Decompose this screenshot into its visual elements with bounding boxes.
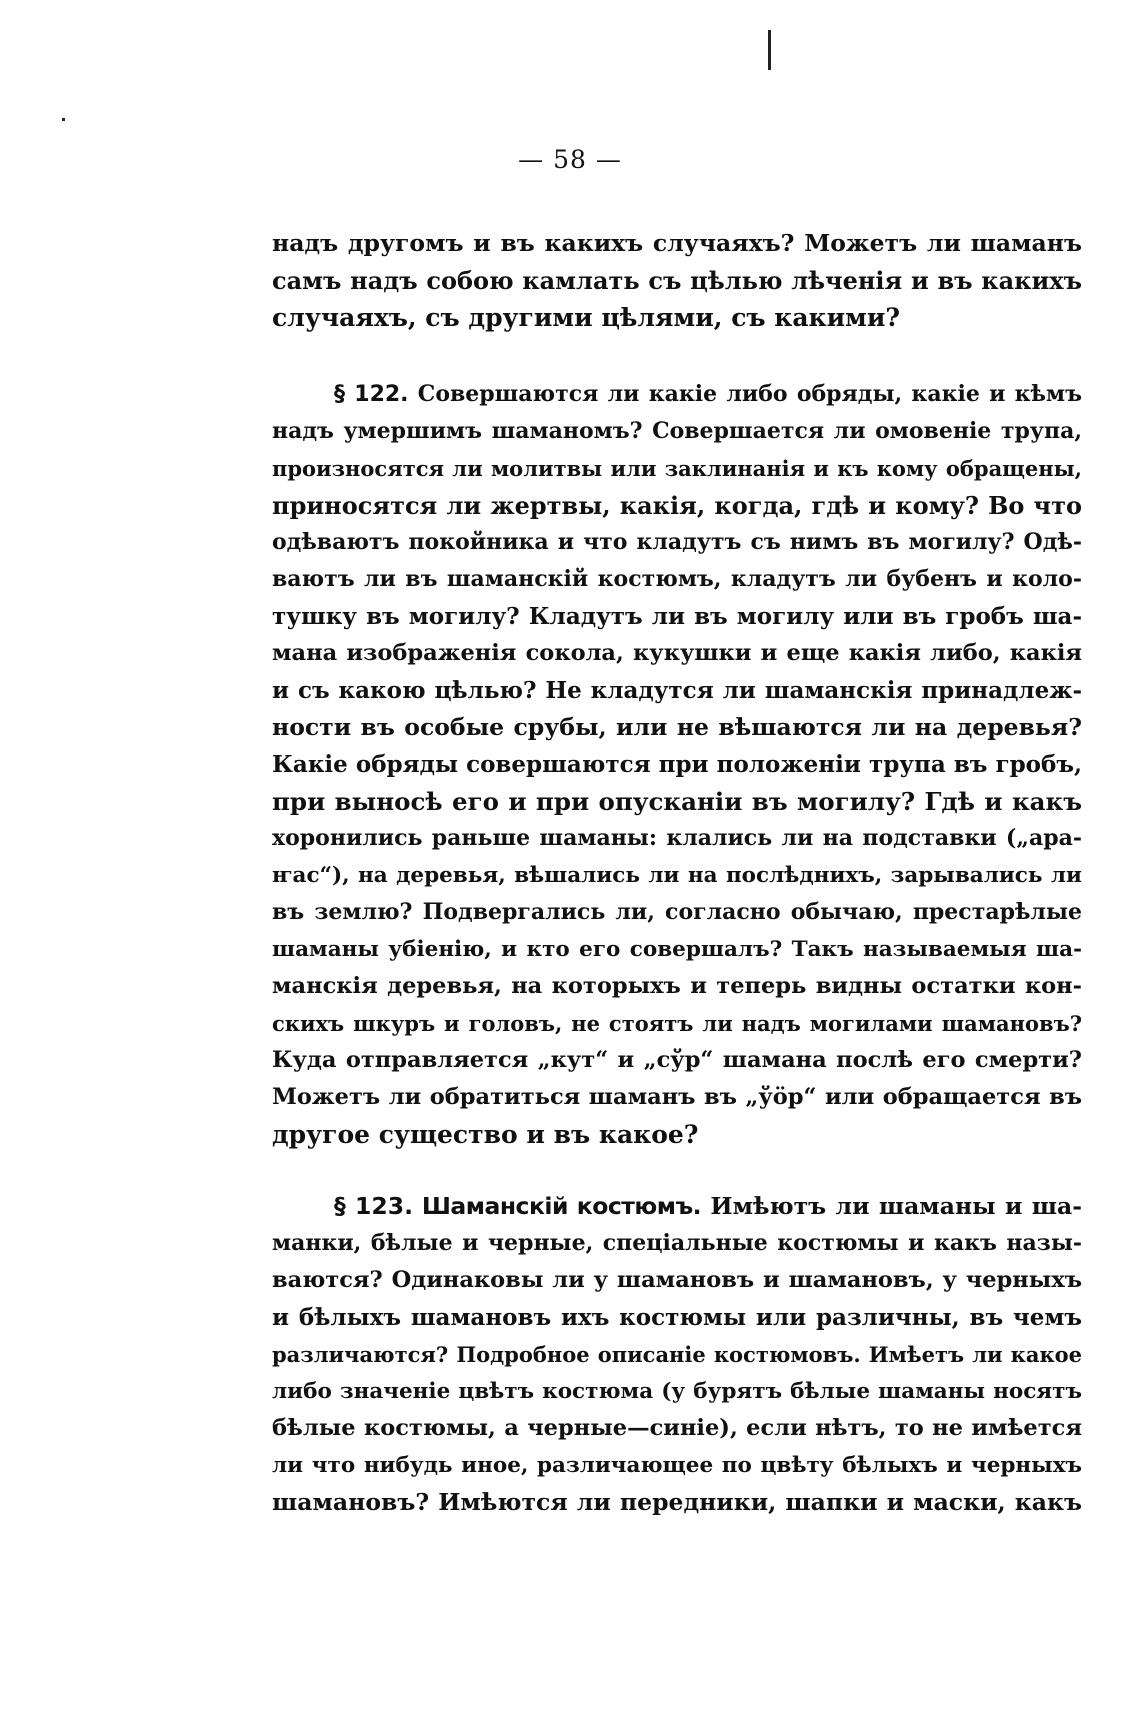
- text-line: и съ какою цѣлью? Не кладутся ли шаманскія принадлеж-: [272, 677, 1082, 704]
- text-line: бѣлые костюмы, а черные—синіе), если нѣтъ, то не имѣется: [272, 1415, 1082, 1441]
- section-number: § 123.: [334, 1192, 414, 1220]
- text-line: хоронились раньше шаманы: клались ли на подставки („ара-: [272, 825, 1082, 851]
- text-line: Какіе обряды совершаются при положеніи трупа въ гробъ,: [272, 751, 1082, 778]
- text-line: и бѣлыхъ шамановъ ихъ костюмы или различны, въ чемъ: [272, 1304, 1082, 1331]
- section-122: [272, 376, 1082, 1153]
- text-line: самъ надъ собою камлать съ цѣлью лѣченія и въ какихъ: [272, 266, 1082, 295]
- section-123: [272, 1188, 1082, 1521]
- text-line: ваютъ ли въ шаманскій костюмъ, кладутъ ли бубенъ и коло-: [272, 566, 1082, 592]
- text-line: Можетъ ли обратиться шаманъ въ „ўӧр“ или обращается въ: [272, 1084, 1082, 1110]
- section-title: Шаманскій костюмъ.: [413, 1192, 702, 1220]
- text-line: въ землю? Подвергались ли, согласно обычаю, престарѣлые: [272, 899, 1082, 925]
- text-line: случаяхъ, съ другими цѣлями, съ какими?: [272, 303, 901, 332]
- text-line: шамановъ? Имѣются ли передники, шапки и маски, какъ: [272, 1488, 1082, 1516]
- text-line: манскія деревья, на которыхъ и теперь видны остатки кон-: [272, 973, 1082, 999]
- text-line: другое существо и въ какое?: [272, 1120, 699, 1149]
- text-line: одѣваютъ покойника и что кладутъ съ нимъ въ могилу? Одѣ-: [272, 529, 1082, 555]
- text-line: либо значеніе цвѣтъ костюма (у бурятъ бѣлые шаманы носятъ: [272, 1379, 1082, 1404]
- text-line: ҥас“), на деревья, вѣшались ли на послѣднихъ, зарывались ли: [272, 863, 1082, 888]
- scan-mark: [768, 30, 771, 70]
- text-line: произносятся ли молитвы или заклинанія и къ кому обращены,: [272, 456, 1082, 481]
- text-line: при выносѣ его и при опусканіи въ могилу? Гдѣ и какъ: [272, 787, 1082, 816]
- section-number: § 122.: [334, 382, 409, 407]
- section-text: Имѣютъ ли шаманы и ша-: [701, 1192, 1082, 1220]
- text-line: надъ умершимъ шаманомъ? Совершается ли омовеніе трупа,: [272, 418, 1082, 444]
- text-line: ности въ особые срубы, или не вѣшаются ли на деревья?: [272, 713, 1082, 741]
- text-line: скихъ шкуръ и головъ, не стоятъ ли надъ могилами шамановъ?: [272, 1011, 1082, 1036]
- text-line: надъ другомъ и въ какихъ случаяхъ? Можетъ ли шаманъ: [272, 229, 1082, 257]
- section-text: Совершаются ли какіе либо обряды, какіе и кѣмъ: [408, 381, 1082, 407]
- text-line: приносятся ли жертвы, какія, когда, гдѣ и кому? Во что: [272, 491, 1082, 520]
- section-122-first-line: [272, 376, 1082, 413]
- section-123-first-line: [272, 1188, 1082, 1225]
- text-line: ваются? Одинаковы ли у шамановъ и шамановъ, у черныхъ: [272, 1267, 1082, 1293]
- scan-mark: [62, 118, 65, 121]
- text-line: различаются? Подробное описаніе костюмовъ. Имѣетъ ли какое: [272, 1342, 1082, 1367]
- page-number: — 58 —: [518, 145, 622, 174]
- text-line: ли что нибудь иное, различающее по цвѣту бѣлыхъ и черныхъ: [272, 1453, 1082, 1478]
- intro-paragraph: [272, 225, 1082, 336]
- text-line: мана изображенія сокола, кукушки и еще какія либо, какія: [272, 640, 1082, 666]
- text-line: шаманы убіенію, и кто его совершалъ? Такъ называемыя ша-: [272, 937, 1082, 962]
- text-line: Куда отправляется „кут“ и „сўр“ шамана послѣ его смерти?: [272, 1047, 1082, 1073]
- text-line: манки, бѣлые и черные, спеціальные костюмы и какъ назы-: [272, 1230, 1082, 1256]
- text-line: тушку въ могилу? Кладутъ ли въ могилу или въ гробъ ша-: [272, 603, 1082, 630]
